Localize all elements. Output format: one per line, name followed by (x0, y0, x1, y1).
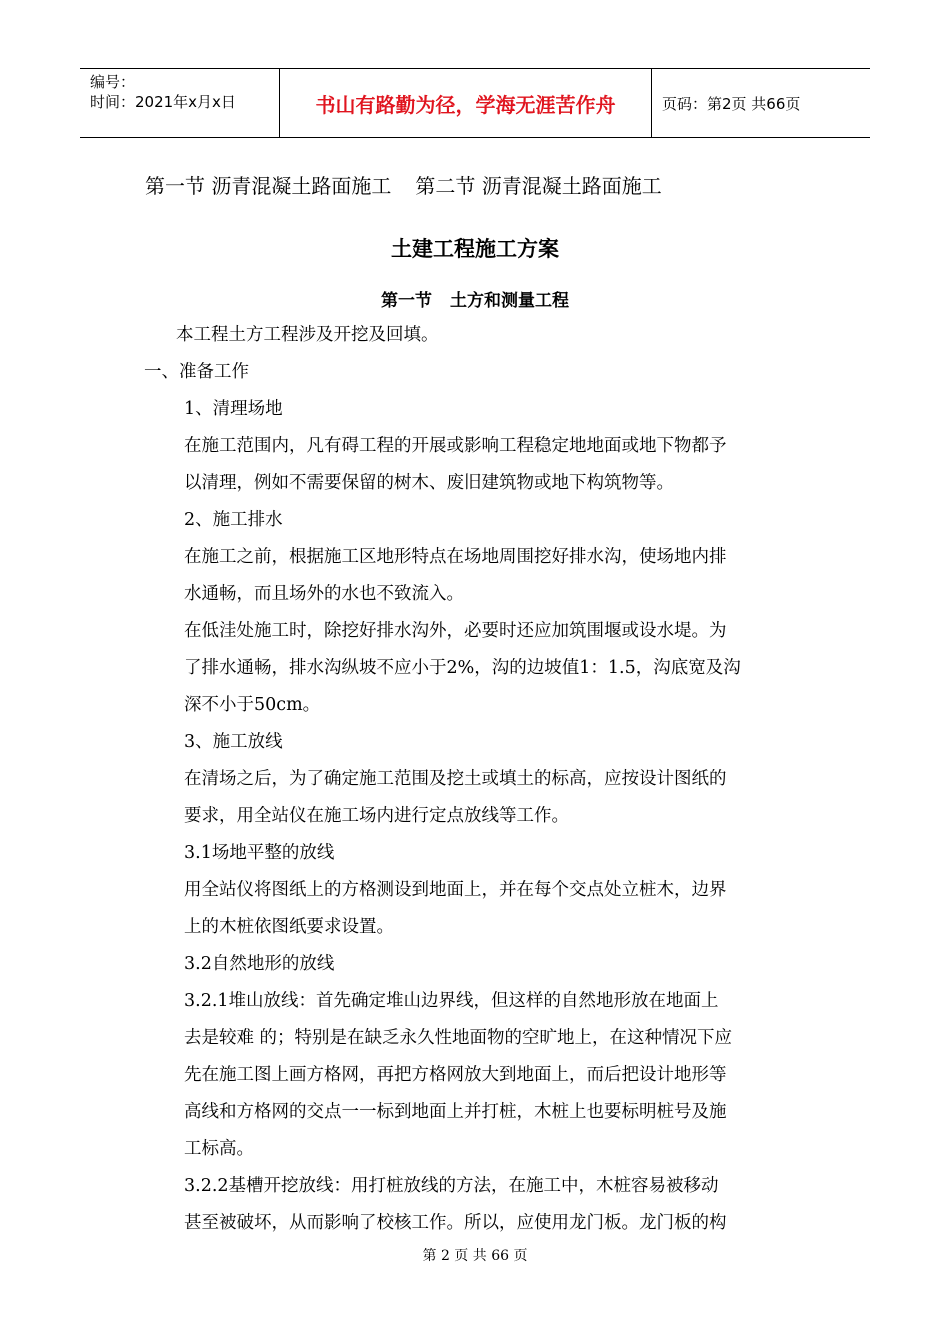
document-title: 土建工程施工方案 (391, 237, 559, 261)
paragraph-line: 3.2.1堆山放线：首先确定堆山边界线，但这样的自然地形放在地面上 (184, 991, 719, 1011)
page-header (80, 68, 870, 138)
header-meta (80, 69, 280, 137)
subheading-natural-terrain: 3.2自然地形的放线 (184, 954, 335, 974)
paragraph-line: 水通畅，而且场外的水也不致流入。 (184, 584, 464, 604)
time-label: 时间：2021年x月x日 (90, 93, 236, 111)
number-label: 编号： (90, 73, 136, 91)
paragraph-line: 深不小于50cm。 (184, 695, 321, 715)
paragraph-line: 在低洼处施工时，除挖好排水沟外，必要时还应加筑围堰或设水堤。为 (184, 621, 727, 641)
paragraph-line: 高线和方格网的交点一一标到地面上并打桩，木桩上也要标明桩号及施 (184, 1102, 727, 1122)
page-info: 页码：第2页 共66页 (662, 94, 801, 113)
subheading-part-1: 第一节 沥青混凝土路面施工 (145, 174, 392, 198)
subheading-part-2: 第二节 沥青混凝土路面施工 (415, 174, 662, 198)
heading-prep-work: 一、准备工作 (144, 362, 249, 382)
paragraph-line: 3.2.2基槽开挖放线：用打桩放线的方法，在施工中，木桩容易被移动 (184, 1176, 719, 1196)
paragraph-line: 在施工范围内，凡有碍工程的开展或影响工程稳定地地面或地下物都予 (184, 436, 727, 456)
subheading-layout: 3、施工放线 (184, 732, 283, 752)
section-heading (0, 286, 950, 311)
paragraph-line: 要求，用全站仪在施工场内进行定点放线等工作。 (184, 806, 569, 826)
paragraph-line: 在清场之后，为了确定施工范围及挖土或填土的标高，应按设计图纸的 (184, 769, 727, 789)
page-footer: 第 2 页 共 66 页 (422, 1248, 528, 1264)
paragraph-line: 先在施工图上画方格网，再把方格网放大到地面上，而后把设计地形等 (184, 1065, 727, 1085)
paragraph: 本工程土方工程涉及开挖及回填。 (176, 325, 439, 345)
section-number: 第一节 (381, 291, 432, 311)
paragraph-line: 工标高。 (184, 1139, 254, 1159)
subheading-drainage: 2、施工排水 (184, 510, 283, 530)
paragraph-line: 上的木桩依图纸要求设置。 (184, 917, 394, 937)
paragraph-line: 以清理，例如不需要保留的树木、废旧建筑物或地下构筑物等。 (184, 473, 674, 493)
motto: 书山有路勤为径，学海无涯苦作舟 (280, 69, 652, 137)
subheading (145, 170, 662, 199)
paragraph-line: 了排水通畅，排水沟纵坡不应小于2%，沟的边坡值1：1.5，沟底宽及沟 (184, 658, 741, 678)
subheading-site-leveling: 3.1场地平整的放线 (184, 843, 335, 863)
section-name: 土方和测量工程 (450, 291, 569, 311)
paragraph-line: 甚至被破坏，从而影响了校核工作。所以，应使用龙门板。龙门板的构 (184, 1213, 727, 1233)
paragraph-line: 用全站仪将图纸上的方格测设到地面上，并在每个交点处立桩木，边界 (184, 880, 727, 900)
subheading-clear-site: 1、清理场地 (184, 399, 283, 419)
paragraph-line: 在施工之前，根据施工区地形特点在场地周围挖好排水沟，使场地内排 (184, 547, 727, 567)
document-body (144, 317, 814, 1242)
paragraph-line: 去是较难 的；特别是在缺乏永久性地面物的空旷地上，在这种情况下应 (184, 1028, 733, 1048)
